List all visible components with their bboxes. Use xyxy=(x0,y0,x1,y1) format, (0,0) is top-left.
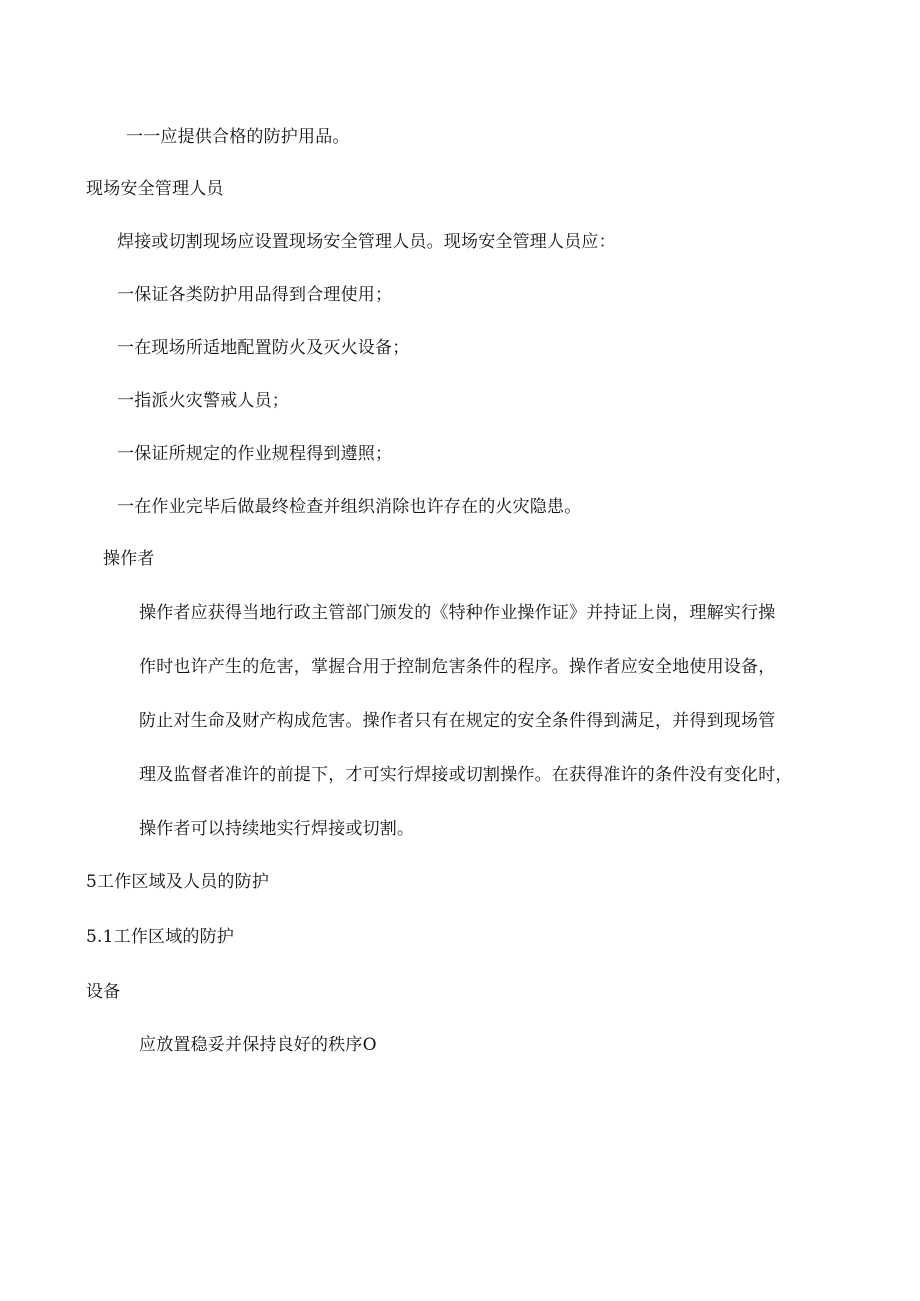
operator-paragraph-line-5: 操作者可以持续地实行焊接或切割。 xyxy=(139,819,415,839)
protective-equipment-item: 一一应提供合格的防护用品。 xyxy=(126,127,350,147)
operator-paragraph-line-1: 操作者应获得当地行政主管部门颁发的《特种作业操作证》并持证上岗，理解实行操 xyxy=(139,603,776,623)
duty-item-3: 一指派火灾警戒人员； xyxy=(117,391,289,411)
duty-item-4: 一保证所规定的作业规程得到遵照； xyxy=(117,444,393,464)
duty-item-5: 一在作业完毕后做最终检查并组织消除也许存在的火灾隐患。 xyxy=(117,497,582,517)
section-heading-5: 5工作区域及人员的防护 xyxy=(86,872,270,892)
section-heading-site-safety-manager: 现场安全管理人员 xyxy=(86,179,224,199)
equipment-text: 应放置稳妥并保持良好的秩序O xyxy=(139,1035,377,1055)
section-heading-5-1: 5.1工作区域的防护 xyxy=(86,927,235,947)
section-heading-operator: 操作者 xyxy=(103,549,155,569)
subheading-equipment: 设备 xyxy=(86,982,121,1002)
operator-paragraph-line-4: 理及监督者准许的前提下，才可实行焊接或切割操作。在获得准许的条件没有变化时， xyxy=(139,765,793,785)
duty-item-1: 一保证各类防护用品得到合理使用； xyxy=(117,285,393,305)
operator-paragraph-line-3: 防止对生命及财产构成危害。操作者只有在规定的安全条件得到满足，并得到现场管 xyxy=(139,711,776,731)
duty-item-2: 一在现场所适地配置防火及灭火设备； xyxy=(117,338,410,358)
site-safety-manager-intro: 焊接或切割现场应设置现场安全管理人员。现场安全管理人员应： xyxy=(117,232,616,252)
operator-paragraph-line-2: 作时也许产生的危害，掌握合用于控制危害条件的程序。操作者应安全地使用设备， xyxy=(139,657,776,677)
